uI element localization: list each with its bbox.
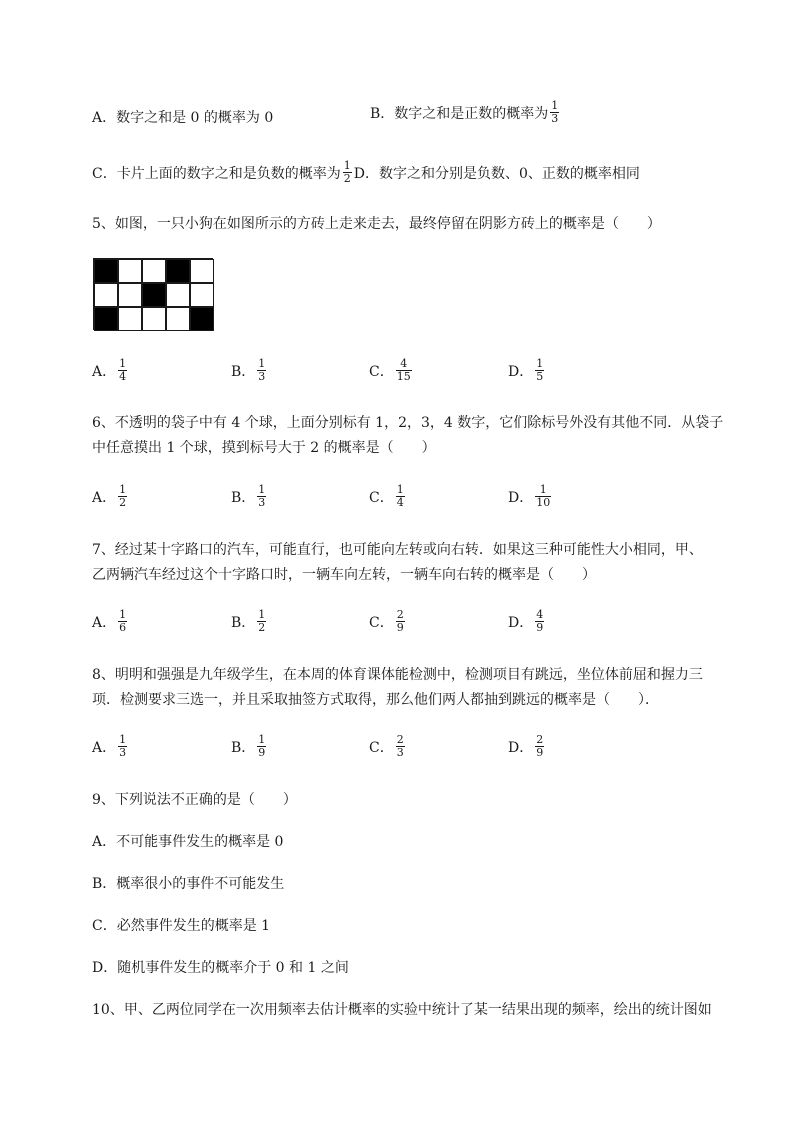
white-tile xyxy=(190,283,214,307)
q6-option-d xyxy=(508,484,553,509)
q4-option-b-fraction: $\frac{1}{3}$ xyxy=(551,99,559,125)
option-label: B． xyxy=(231,614,256,631)
option-label: A． xyxy=(92,363,117,380)
option-label: B． xyxy=(231,363,256,380)
q4-option-c-fraction: $\frac{1}{2}$ xyxy=(343,159,351,185)
q8-text-line2: 项．检测要求三选一，并且采取抽签方式取得，那么他们两人都抽到跳远的概率是（ ）． xyxy=(92,692,659,708)
q5-option-d xyxy=(508,358,546,383)
option-label: B． xyxy=(231,739,256,756)
white-tile xyxy=(142,307,166,331)
option-label: C． xyxy=(369,363,394,380)
q5-text: 5、如图，一只小狗在如图所示的方砖上走来走去，最终停留在阴影方砖上的概率是（ ） xyxy=(92,216,661,232)
option-fraction: $\frac{1}{4}$ xyxy=(119,357,127,383)
shaded-tile xyxy=(190,307,214,331)
q7-option-c xyxy=(369,609,407,634)
option-fraction: $\frac{1}{4}$ xyxy=(396,483,404,509)
q7-text-line1: 7、经过某十字路口的汽车，可能直行，也可能向左转或向右转．如果这三种可能性大小相同，甲、 xyxy=(92,542,703,558)
option-fraction: $\frac{4}{9}$ xyxy=(536,608,544,634)
option-fraction: $\frac{1}{9}$ xyxy=(258,733,266,759)
q4-option-d: D．数字之和分别是负数、0、正数的概率相同 xyxy=(353,165,640,182)
q4-option-b-text: B．数字之和是正数的概率为 xyxy=(370,105,549,122)
option-label: C． xyxy=(369,489,394,506)
white-tile xyxy=(118,283,142,307)
q9-option-a: A．不可能事件发生的概率是 0 xyxy=(92,834,284,850)
option-label: A． xyxy=(92,489,117,506)
q10-text-line1: 10、甲、乙两位同学在一次用频率去估计概率的实验中统计了某一结果出现的频率，绘出的统计图如 xyxy=(92,1002,712,1018)
shaded-tile xyxy=(142,283,166,307)
q9-option-c: C．必然事件发生的概率是 1 xyxy=(92,918,271,934)
q6-text-line1: 6、不透明的袋子中有 4 个球，上面分别标有 1，2，3，4 数字，它们除标号外没有其他不同．从袋子 xyxy=(92,415,724,431)
q8-option-c xyxy=(369,734,407,759)
q6-text-line2: 中任意摸出 1 个球，摸到标号大于 2 的概率是（ ） xyxy=(92,440,436,456)
option-fraction: $\frac{1}{3}$ xyxy=(258,483,266,509)
option-label: A． xyxy=(92,614,117,631)
q9-option-d: D．随机事件发生的概率介于 0 和 1 之间 xyxy=(92,960,349,976)
q4-option-b xyxy=(370,100,561,125)
white-tile xyxy=(190,259,214,283)
option-label: B． xyxy=(231,489,256,506)
q9-text: 9、下列说法不正确的是（ ） xyxy=(92,792,297,808)
q8-text-line1: 8、明明和强强是九年级学生，在本周的体育课体能检测中，检测项目有跳远，坐位体前屈和握力三 xyxy=(92,667,703,683)
q5-option-c xyxy=(369,358,414,383)
option-fraction: $\frac{2}{9}$ xyxy=(536,733,544,759)
q7-option-a xyxy=(92,609,129,634)
option-label: D． xyxy=(508,614,534,631)
q6-option-c xyxy=(369,484,407,509)
q8-option-a xyxy=(92,734,129,759)
q4-option-a: A．数字之和是 0 的概率为 0 xyxy=(92,110,274,126)
white-tile xyxy=(94,283,118,307)
option-fraction: $\frac{1}{2}$ xyxy=(119,483,127,509)
q5-option-a xyxy=(92,358,129,383)
q8-option-d xyxy=(508,734,546,759)
option-fraction: $\frac{1}{6}$ xyxy=(119,608,127,634)
q5-option-b xyxy=(231,358,268,383)
shaded-tile xyxy=(94,259,118,283)
q9-option-b: B．概率很小的事件不可能发生 xyxy=(92,876,285,892)
white-tile xyxy=(142,259,166,283)
white-tile xyxy=(118,259,142,283)
q6-option-a xyxy=(92,484,129,509)
option-fraction: $\frac{1}{2}$ xyxy=(258,608,266,634)
shaded-tile xyxy=(166,259,190,283)
q4-option-c xyxy=(92,160,640,185)
option-fraction: $\frac{1}{3}$ xyxy=(258,357,266,383)
option-label: C． xyxy=(369,739,394,756)
option-fraction: $\frac{4}{15}$ xyxy=(396,357,411,383)
q4-option-c-text: C．卡片上面的数字之和是负数的概率为 xyxy=(92,165,341,182)
q7-text-line2: 乙两辆汽车经过这个十字路口时，一辆车向左转，一辆车向右转的概率是（ ） xyxy=(92,567,596,583)
q5-tile-grid xyxy=(93,258,213,330)
white-tile xyxy=(166,307,190,331)
option-label: D． xyxy=(508,363,534,380)
white-tile xyxy=(166,283,190,307)
option-fraction: $\frac{2}{3}$ xyxy=(396,733,404,759)
q7-option-d xyxy=(508,609,546,634)
q8-option-b xyxy=(231,734,268,759)
q6-option-b xyxy=(231,484,268,509)
option-label: C． xyxy=(369,614,394,631)
option-label: D． xyxy=(508,489,534,506)
option-label: D． xyxy=(508,739,534,756)
option-fraction: $\frac{2}{9}$ xyxy=(396,608,404,634)
option-fraction: $\frac{1}{5}$ xyxy=(536,357,544,383)
option-label: A． xyxy=(92,739,117,756)
white-tile xyxy=(118,307,142,331)
q7-option-b xyxy=(231,609,268,634)
shaded-tile xyxy=(94,307,118,331)
option-fraction: $\frac{1}{10}$ xyxy=(536,483,551,509)
option-fraction: $\frac{1}{3}$ xyxy=(119,733,127,759)
